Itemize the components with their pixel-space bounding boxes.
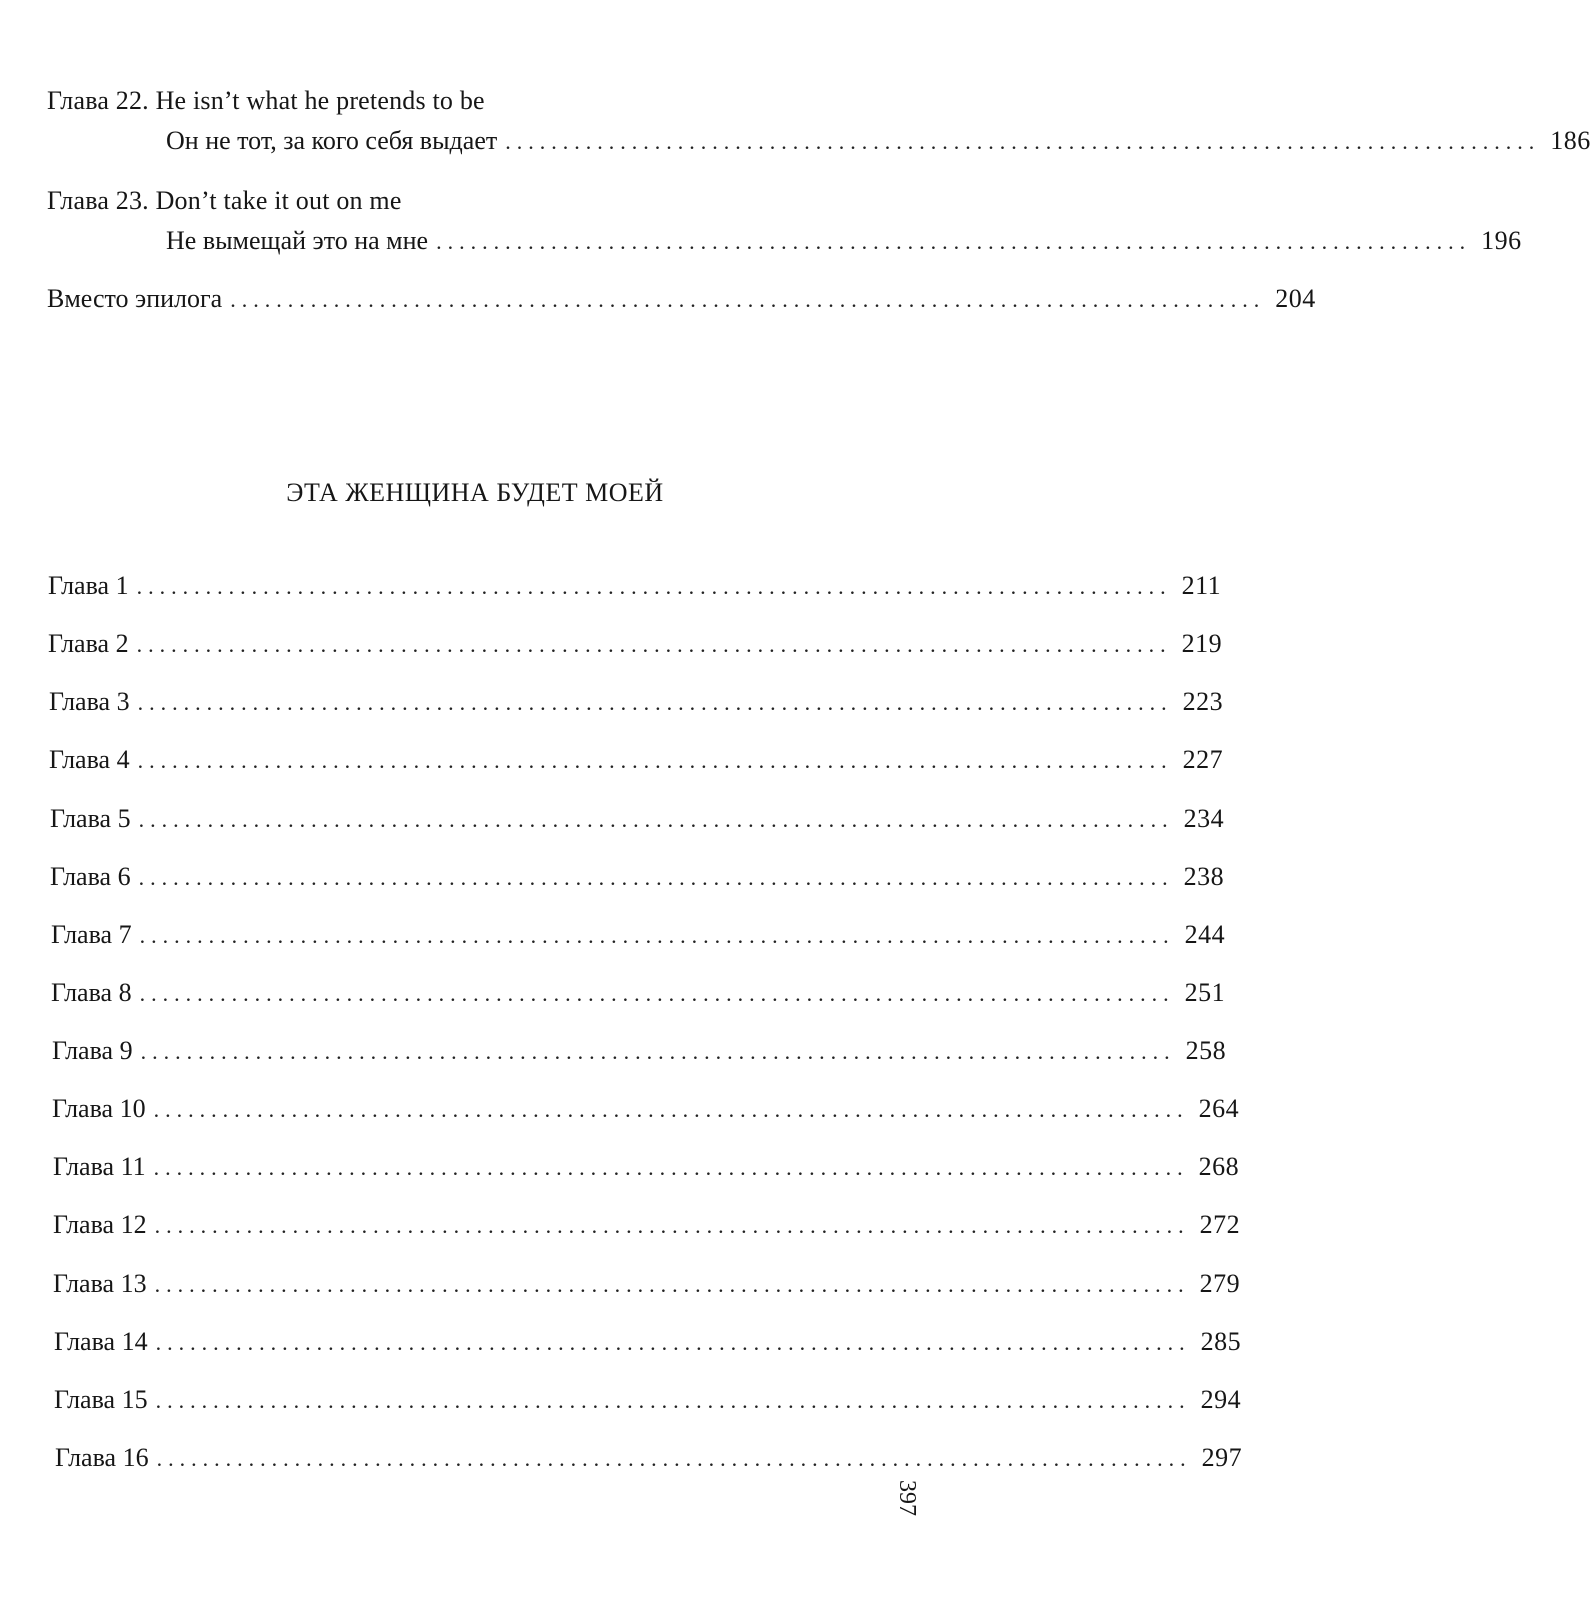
toc-chapter-label: Глава 11 (53, 1152, 146, 1182)
dot-leader: .......................................................................................... (137, 690, 1173, 716)
toc-page-number: 264 (1198, 1094, 1240, 1124)
toc-chapter-label: Глава 5 (50, 803, 131, 833)
dot-leader: .......................................................................................... (136, 574, 1172, 599)
section-title: ЭТА ЖЕНЩИНА БУДЕТ МОЕЙ (286, 478, 664, 507)
toc-chapter-label: Глава 8 (51, 977, 132, 1007)
toc-chapter-row (54, 1326, 1242, 1356)
toc-chapter-row (50, 803, 1225, 833)
toc-entry (166, 226, 1522, 255)
toc-chapter-row (52, 1036, 1227, 1066)
toc-chapter-row (53, 1210, 1241, 1240)
toc-page-number: 297 (1201, 1442, 1243, 1472)
toc-chapter-row (49, 687, 1224, 717)
toc-chapter-label: Глава 15 (54, 1384, 148, 1414)
toc-chapter-row (52, 1094, 1240, 1124)
toc-page-number: 204 (1275, 284, 1316, 313)
toc-chapter-row (50, 861, 1225, 891)
toc-page-number: 285 (1200, 1326, 1242, 1356)
toc-chapter-row (53, 1268, 1241, 1298)
toc-chapter-label: Глава 12 (53, 1210, 147, 1240)
dot-leader: .......................................................................................... (154, 1271, 1190, 1297)
dot-leader: .......................................................................................... (154, 1213, 1190, 1239)
page-folio: 397 (894, 1480, 920, 1516)
dot-leader: .......................................................................................... (505, 129, 1541, 154)
toc-entry-epilogue (47, 284, 1316, 313)
toc-page-number: 227 (1182, 745, 1224, 775)
toc-chapter-label: Глава 14 (54, 1326, 148, 1356)
toc-entry-label: Не вымещай это на мне (166, 226, 429, 255)
dot-leader: .......................................................................................... (139, 980, 1175, 1006)
toc-chapter-row (49, 745, 1224, 775)
toc-chapter-label: Глава 3 (49, 687, 130, 717)
dot-leader: .......................................................................................... (139, 922, 1175, 948)
toc-page-number: 223 (1182, 687, 1224, 717)
dot-leader: .......................................................................................... (436, 229, 1472, 254)
toc-chapter-row (48, 571, 1222, 600)
toc-chapter-label: Глава 16 (55, 1442, 149, 1472)
toc-page-number: 244 (1184, 919, 1226, 949)
toc-chapter-label: Глава 2 (48, 629, 129, 659)
dot-leader: .......................................................................................... (137, 748, 1173, 774)
dot-leader: .......................................................................................... (153, 1097, 1189, 1123)
toc-page-number: 234 (1183, 803, 1225, 833)
dot-leader: .......................................................................................... (155, 1329, 1191, 1355)
toc-chapter-row (53, 1152, 1240, 1182)
dot-leader: .......................................................................................... (136, 632, 1172, 658)
toc-page-number: 196 (1481, 226, 1522, 255)
toc-chapter-label: Глава 13 (53, 1268, 147, 1298)
toc-chapter-label: Глава 6 (50, 861, 131, 891)
dot-leader: .......................................................................................... (230, 287, 1266, 312)
toc-chapter-row (48, 629, 1223, 659)
toc-page-number: 238 (1183, 861, 1225, 891)
dot-leader: .......................................................................................... (140, 1039, 1176, 1065)
dot-leader: .......................................................................................... (156, 1445, 1192, 1471)
toc-entry (166, 126, 1591, 155)
dot-leader: .......................................................................................... (138, 806, 1174, 832)
toc-page-number: 272 (1199, 1210, 1241, 1240)
toc-page-number: 219 (1181, 629, 1223, 659)
toc-page-number: 186 (1550, 126, 1591, 155)
toc-page-number: 268 (1198, 1152, 1240, 1182)
toc-chapter-label: Глава 1 (48, 571, 129, 600)
toc-chapter-label: Глава 10 (52, 1094, 146, 1124)
toc-chapter-label: Глава 4 (49, 745, 130, 775)
dot-leader: .......................................................................................... (138, 864, 1174, 890)
dot-leader: .......................................................................................... (155, 1387, 1191, 1413)
toc-page-number: 294 (1200, 1384, 1242, 1414)
toc-page-number: 251 (1184, 977, 1226, 1007)
toc-chapter-heading: Глава 23. Don’t take it out on me (47, 186, 402, 215)
toc-chapter-label: Глава 9 (52, 1036, 133, 1066)
toc-chapter-row (55, 1442, 1243, 1472)
toc-page-number: 279 (1199, 1268, 1241, 1298)
toc-chapter-heading: Глава 22. He isn’t what he pretends to be (47, 86, 485, 115)
toc-page-number: 211 (1181, 571, 1222, 600)
toc-chapter-row (51, 919, 1226, 949)
dot-leader: .......................................................................................... (153, 1155, 1189, 1181)
toc-entry-label: Вместо эпилога (47, 284, 223, 313)
toc-page-number: 258 (1185, 1036, 1227, 1066)
toc-chapter-row (51, 977, 1226, 1007)
toc-entry-label: Он не тот, за кого себя выдает (166, 126, 498, 155)
toc-chapter-label: Глава 7 (51, 919, 132, 949)
toc-chapter-row (54, 1384, 1242, 1414)
